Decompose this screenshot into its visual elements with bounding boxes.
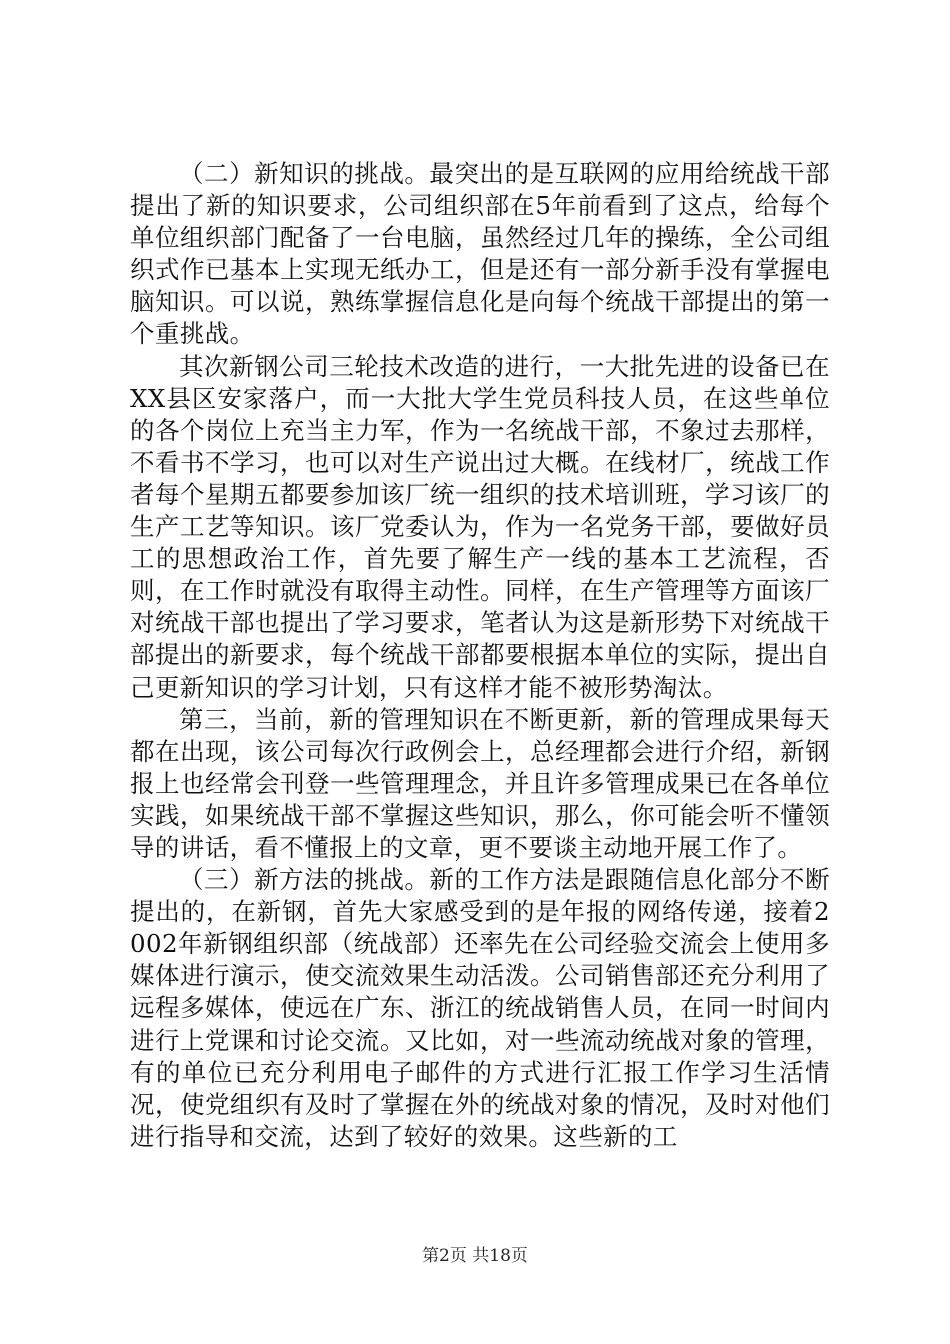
paragraph-new-methods-challenge: （三）新方法的挑战。新的工作方法是跟随信息化部分不断提出的，在新钢，首先大家感受到的是年报的网络传递，接着2002年新钢组织部（统战部）还率先在公司经验交流会上使用多媒体进行演示，使交流效果生动活泼。公司销售部还充分利用了远程多媒体，使远在广东、浙江的统战销售人员，在同一时间内进行上党课和讨论交流。又比如，对一些流动统战对象的管理，有的单位已充分利用电子邮件的方式进行汇报工作学习生活情况，使党组织有及时了掌握在外的统战对象的情况，及时对他们进行指导和交流，达到了较好的效果。这些新的工	[130, 865, 830, 1151]
paragraph-technical-upgrade: 其次新钢公司三轮技术改造的进行，一大批先进的设备已在XX县区安家落户，而一大批大学生党员科技人员，在这些单位的各个岗位上充当主力军，作为一名统战干部，不象过去那样，不看书不学习，也可以对生产说出过大概。在线材厂，统战工作者每个星期五都要参加该厂统一组织的技术培训班，学习该厂的生产工艺等知识。该厂党委认为，作为一名党务干部，要做好员工的思想政治工作，首先要了解生产一线的基本工艺流程，否则，在工作时就没有取得主动性。同样，在生产管理等方面该厂对统战干部也提出了学习要求，笔者认为这是新形势下对统战干部提出的新要求，每个统战干部都要根据本单位的实际，提出自己更新知识的学习计划，只有这样才能不被形势淘汰。	[130, 351, 830, 702]
page-number-footer: 第2页 共18页	[422, 1246, 528, 1266]
paragraph-new-knowledge-challenge: （二）新知识的挑战。最突出的是互联网的应用给统战干部提出了新的知识要求，公司组织部在5年前看到了这点，给每个单位组织部门配备了一台电脑，虽然经过几年的操练，全公司组织式作已基本上实现无纸办工，但是还有一部分新手没有掌握电脑知识。可以说，熟练掌握信息化是向每个统战干部提出的第一个重挑战。	[130, 159, 830, 349]
paragraph-management-knowledge: 第三，当前，新的管理知识在不断更新，新的管理成果每天都在出现，该公司每次行政例会上，总经理都会进行介绍，新钢报上也经常会刊登一些管理理念，并且许多管理成果已在各单位实践，如果统战干部不掌握这些知识，那么，你可能会听不懂领导的讲话，看不懂报上的文章，更不要谈主动地开展工作了。	[130, 704, 830, 862]
document-body	[130, 158, 830, 1153]
